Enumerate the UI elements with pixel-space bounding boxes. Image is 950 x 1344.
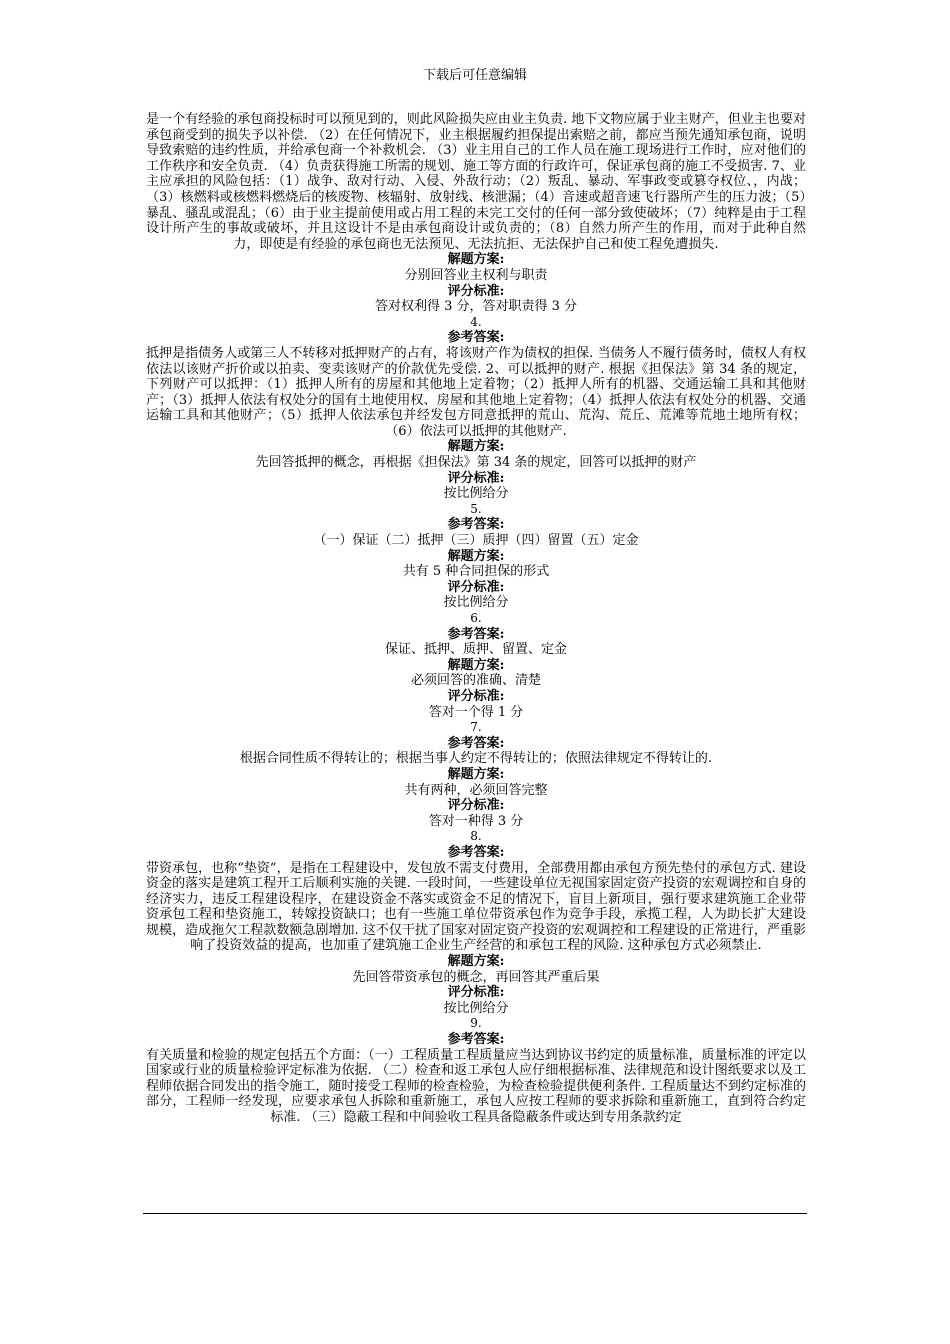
answer-label: 参考答案: xyxy=(447,626,505,642)
criteria-label: 评分标准: xyxy=(447,283,505,299)
question-number: 6. xyxy=(470,611,482,625)
solution-label: 解题方案: xyxy=(447,954,505,970)
solution-label: 解题方案: xyxy=(447,657,505,673)
criteria-label: 评分标准: xyxy=(447,688,505,704)
question-number: 4. xyxy=(470,314,482,329)
criteria-text: 答对一种得 3 分 xyxy=(428,813,524,829)
criteria-label: 评分标准: xyxy=(447,985,505,1001)
footer-divider xyxy=(143,1213,807,1214)
solution-text: 共有 5 种合同担保的形式 xyxy=(402,564,550,580)
solution-text: 先回答带资承包的概念，再回答其严重后果 xyxy=(352,969,600,985)
answer-label: 参考答案: xyxy=(447,844,505,860)
question-number: 5. xyxy=(470,501,482,516)
document-body xyxy=(146,112,806,1126)
solution-label: 解题方案: xyxy=(447,252,505,268)
criteria-label: 评分标准: xyxy=(447,470,505,486)
solution-text: 先回答抵押的概念，再根据《担保法》第 34 条的规定，回答可以抵押的财产 xyxy=(255,455,697,471)
answer-text: 根据合同性质不得转让的；根据当事人约定不得转让的；依照法律规定不得转让的. xyxy=(239,751,713,767)
answer-label: 参考答案: xyxy=(447,1032,505,1048)
question-number: 8. xyxy=(470,829,482,844)
answer-text: （一）保证（二）抵押（三）质押（四）留置（五）定金 xyxy=(313,533,639,549)
answer-label: 参考答案: xyxy=(447,330,505,346)
question-number: 7. xyxy=(470,720,482,735)
answer-text: 抵押是指债务人或第三人不转移对抵押财产的占有，将该财产作为债权的担保. 当债务人不履行债务时，债权人有权依法以该财产折价或以拍卖、变卖该财产的价款优先受偿. 2、可以抵押的财产. 根据《担保法》第 34 条的规定，下列财产可以抵押：（1）抵押人所有的房屋和其他地上定着物；（2）抵押人所有的机器、交通运输工具和其他财产；（3）抵押人依法有权处分的国有土地使用权、房屋和其他地上定着物；（4）抵押人依法有权处分的机器、交通运输工具和其他财产；（5）抵押人依法承包并经发包方同意抵押的荒山、荒沟、荒丘、荒滩等荒地土地所有权；（6）依法可以抵押的其他财产. xyxy=(146,345,806,439)
intro-paragraph: 是一个有经验的承包商投标时可以预见到的，则此风险损失应由业主负责. 地下文物应属于业主财产，但业主也要对承包商受到的损失予以补偿. （2）在任何情况下，业主根据履约担保提出索赔之前，都应当预先通知承包商，说明导致索赔的违约性质，并给承包商一个补救机会. （3）业主用自己的工作人员在施工现场进行工作时，应对他们的工作秩序和安全负责. （4）负责获得施工所需的规划、施工等方面的行政许可，保证承包商的施工不受损害. 7、业主应承担的风险包括：（1）战争、敌对行动、入侵、外敌行动；（2）叛乱、暴动、军事政变或篡夺权位、，内战；（3）核燃料或核燃料燃烧后的核废物、核辐射、放射线、核泄漏；（4）音速或超音速飞行器所产生的压力波；（5）暴乱、骚乱或混乱；（6）由于业主提前使用或占用工程的未完工交付的任何一部分致使破坏；（7）纯粹是由于工程设计所产生的事故或破坏，并且这设计不是由承包商设计或负责的；（8）自然力所产生的作用，而对于此种自然力，即使是有经验的承包商也无法预见、无法抗拒、无法保护自己和使工程免遭损失. xyxy=(146,112,806,252)
answer-text: 带资承包，也称“垫资”，是指在工程建设中，发包放不需支付费用，全部费用都由承包方预先垫付的承包方式. 建设资金的落实是建筑工程开工后顺利实施的关键. 一段时间，一些建设单位无视国家固定资产投资的宏观调控和自身的经济实力，违反工程建设程序，在建设资金不落实或资金不足的情况下，盲目上新项目，强行要求建筑施工企业带资承包工程和垫资施工，转嫁投资缺口；也有一些施工单位带资承包作为竞争手段，承揽工程，人为助长扩大建设规模，造成拖欠工程款数额急剧增加. 这不仅干扰了国家对固定资产投资的宏观调控和工程建设的正常进行，严重影响了投资效益的提高，也加重了建筑施工企业生产经营的和承包工程的风险. 这种承包方式必须禁止. xyxy=(146,860,806,954)
solution-text: 必须回答的准确、清楚 xyxy=(410,673,541,689)
solution-label: 解题方案: xyxy=(447,766,505,782)
criteria-label: 评分标准: xyxy=(447,798,505,814)
answer-text: 有关质量和检验的规定包括五个方面：（一）工程质量工程质量应当达到协议书约定的质量标准，质量标准的评定以国家或行业的质量检验评定标准为依据. （二）检查和返工承包人应仔细根据标准、法律规范和设计图纸要求以及工程师依据合同发出的指令施工，随时接受工程师的检查检验，为检查检验提供便利条件. 工程质量达不到约定标准的部分，工程师一经发现，应要求承包人拆除和重新施工，承包人应按工程师的要求拆除和重新施工，直到符合约定标准. （三）隐蔽工程和中间验收工程具备隐蔽条件或达到专用条款约定 xyxy=(146,1047,806,1125)
criteria-text: 答对一个得 1 分 xyxy=(428,704,524,720)
criteria-text: 按比例给分 xyxy=(443,486,509,502)
answer-label: 参考答案: xyxy=(447,735,505,751)
criteria-label: 评分标准: xyxy=(447,579,505,595)
solution-text: 共有两种，必须回答完整 xyxy=(404,782,548,798)
solution-label: 解题方案: xyxy=(447,548,505,564)
criteria-text: 按比例给分 xyxy=(443,1000,509,1016)
criteria-text: 答对权利得 3 分，答对职责得 3 分 xyxy=(374,299,578,315)
solution-text: 分别回答业主权利与职责 xyxy=(404,267,548,283)
question-number: 9. xyxy=(470,1016,482,1031)
page-header: 下载后可任意编辑 xyxy=(422,68,527,83)
criteria-text: 按比例给分 xyxy=(443,595,509,611)
answer-text: 保证、抵押、质押、留置、定金 xyxy=(384,642,567,658)
answer-label: 参考答案: xyxy=(447,517,505,533)
solution-label: 解题方案: xyxy=(447,439,505,455)
